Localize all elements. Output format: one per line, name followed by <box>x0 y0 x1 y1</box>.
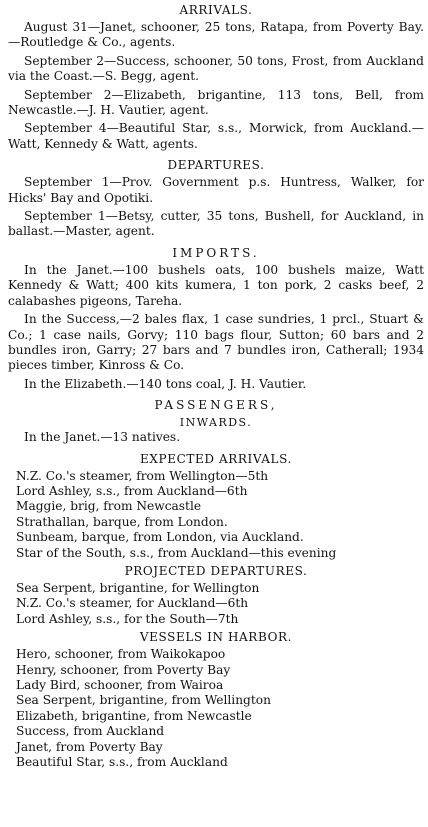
vessel-line: Janet, from Poverty Bay <box>16 739 163 754</box>
departure-entry: September 1—Prov. Government p.s. Huntress, Walker, for Hicks' Bay and Opotiki. <box>8 175 424 205</box>
arrival-entry: September 2—Elizabeth, brigantine, 113 tons, Bell, from Newcastle.—J. H. Vautier, agent. <box>8 87 424 118</box>
expected-arrival-line: Star of the South, s.s., from Auckland—this evening <box>16 545 337 560</box>
expected-arrival-line: Sunbeam, barque, from London, via Auckland. <box>16 530 304 545</box>
arrival-entry: September 4—Beautiful Star, s.s., Morwick, from Auckland.—Watt, Kennedy & Watt, agents. <box>8 121 424 151</box>
projected-departures-heading: PROJECTED DEPARTURES. <box>124 563 308 578</box>
import-entry: In the Success,—2 bales flax, 1 case sundries, 1 prcl., Stuart & Co.; 1 case nails, Gorvy; 110 bags flour, Sutton; 60 bars and 2 bundles iron, Garry; 27 bars and 7 bundles iron, Catherall; 1934 pieces timber, Kinross & Co. <box>8 312 424 373</box>
departure-entry: September 1—Betsy, cutter, 35 tons, Bushell, for Auckland, in ballast.—Master, agent. <box>8 209 424 239</box>
arrival-entry: September 2—Success, schooner, 50 tons, Frost, from Auckland via the Coast.—S. Begg, agent. <box>8 53 424 84</box>
projected-departure-line: Sea Serpent, brigantine, for Wellington <box>16 580 260 595</box>
arrivals-heading: ARRIVALS. <box>179 3 253 17</box>
vessel-line: Henry, schooner, from Poverty Bay <box>16 662 231 677</box>
expected-arrival-line: N.Z. Co.'s steamer, from Wellington—5th <box>16 468 269 483</box>
vessel-line: Hero, schooner, from Waikokapoo <box>16 647 226 662</box>
imports-heading: IMPORTS. <box>172 245 260 260</box>
vessels-in-harbor-heading: VESSELS IN HARBOR. <box>139 630 293 645</box>
projected-departure-line: N.Z. Co.'s steamer, for Auckland—6th <box>16 596 249 611</box>
projected-departure-line: Lord Ashley, s.s., for the South—7th <box>16 611 239 626</box>
expected-arrival-line: Strathallan, barque, from London. <box>16 514 228 529</box>
expected-arrival-line: Lord Ashley, s.s., from Auckland—6th <box>16 483 248 498</box>
passengers-heading: PASSENGERS, <box>154 398 278 413</box>
vessel-line: Beautiful Star, s.s., from Auckland <box>16 755 228 770</box>
passengers-subheading: INWARDS. <box>179 416 253 430</box>
vessel-line: Lady Bird, schooner, from Wairoa <box>16 678 224 692</box>
arrival-entry: August 31—Janet, schooner, 25 tons, Ratapa, from Poverty Bay.—Routledge & Co., agents. <box>8 20 424 50</box>
shipping-column <box>8 0 424 827</box>
expected-arrival-line: Maggie, brig, from Newcastle <box>16 499 202 514</box>
import-entry: In the Elizabeth.—140 tons coal, J. H. Vautier. <box>24 376 307 391</box>
passenger-entry: In the Janet.—13 natives. <box>24 430 181 445</box>
vessel-line: Success, from Auckland <box>16 724 165 739</box>
expected-arrivals-heading: EXPECTED ARRIVALS. <box>140 451 292 466</box>
departures-heading: DEPARTURES. <box>167 158 265 173</box>
vessel-line: Sea Serpent, brigantine, from Wellington <box>16 693 271 708</box>
import-entry: In the Janet.—100 bushels oats, 100 bushels maize, Watt Kennedy & Watt; 400 kits kumera, 1 ton pork, 2 casks beef, 2 calabashes pigeons, Tareha. <box>8 262 424 308</box>
vessel-line: Elizabeth, brigantine, from Newcastle <box>16 708 252 723</box>
